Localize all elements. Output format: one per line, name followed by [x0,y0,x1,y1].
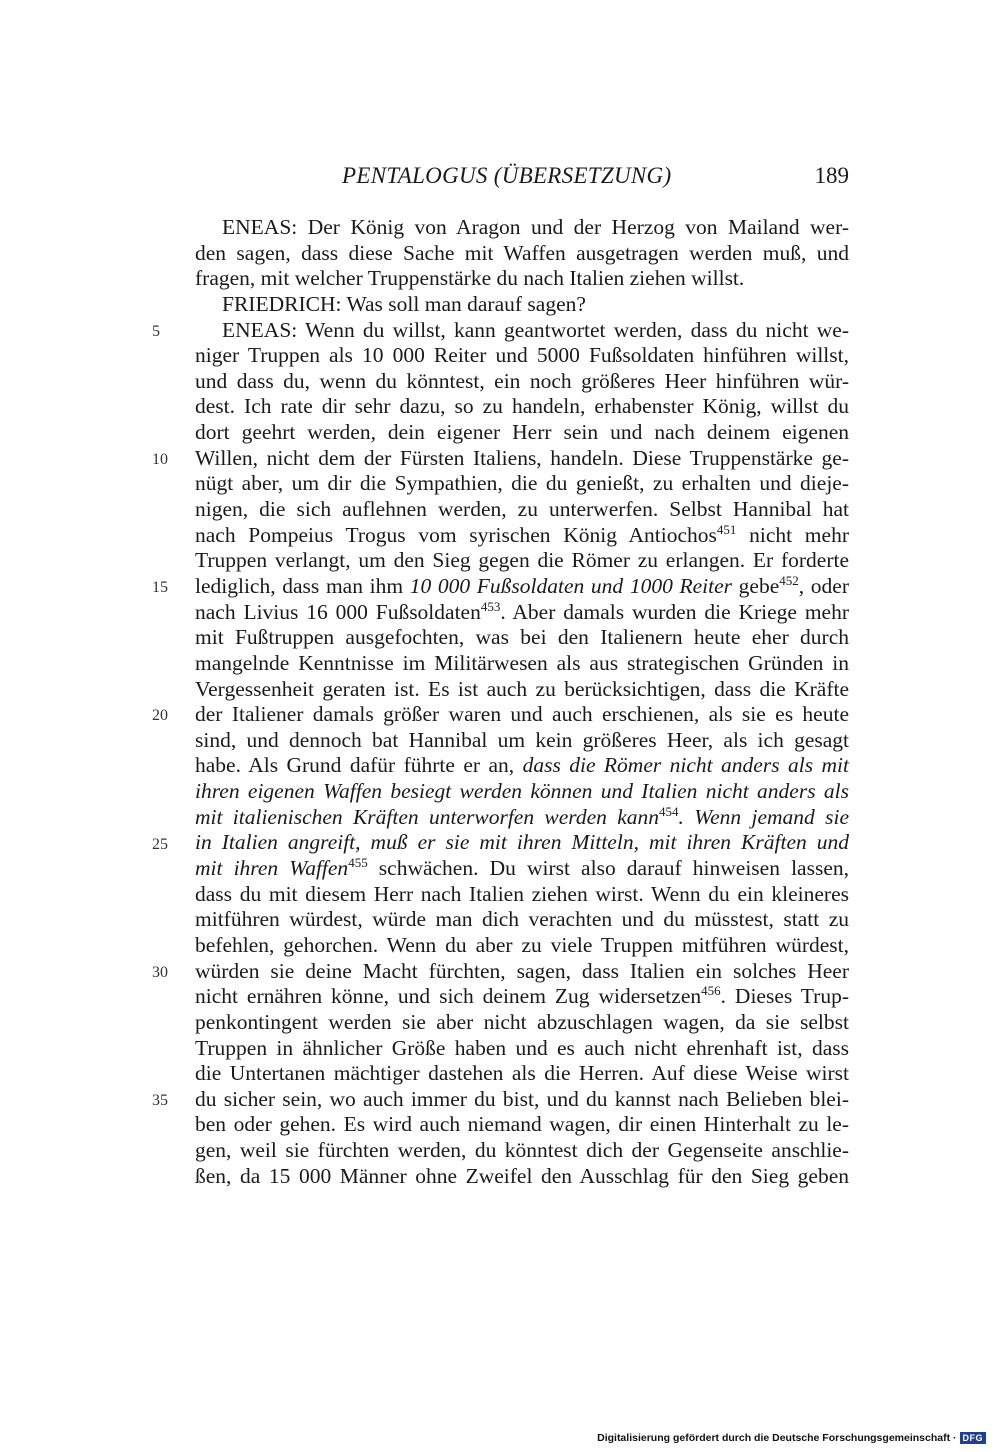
text-line [195,1112,849,1138]
footer-credit [597,1432,986,1444]
text-segment: nach Pompeius Trogus vom syrischen König Antiochos [195,522,717,547]
text-segment: der Italiener damals größer waren und auch erschienen, als sie es heute [195,702,849,727]
text-segment: ENEAS: Der König von Aragon und der Herzog von Mailand wer- [222,215,849,239]
text-line [195,984,849,1010]
quoted-text: in Italien angreift, muß er sie mit ihren Mitteln, mit ihren Kräften und [195,830,849,855]
quoted-text: dass die Römer nicht anders als mit [522,753,849,778]
text-line [195,625,849,651]
footer-credit-text: Digitalisierung gefördert durch die Deutsche Forschungsgemeinschaft · [597,1432,957,1444]
text-line [195,446,849,472]
text-line [195,907,849,933]
text-line [195,882,849,908]
line-number: 15 [152,579,168,597]
text-segment: schwächen. Du wirst also darauf hinweisen lassen, [367,856,849,881]
text-segment: ENEAS: Wenn du willst, kann geantwortet werden, dass du nicht we- [222,317,849,342]
text-segment: FRIEDRICH: Was soll man darauf sagen? [222,291,586,316]
text-segment: fragen, mit welcher Truppenstärke du nach Italien ziehen willst. [195,266,745,291]
text-line [195,523,849,549]
text-line [195,651,849,677]
text-line [195,394,849,420]
text-line [195,728,849,754]
line-number: 20 [152,707,168,725]
text-line [195,548,849,574]
text-segment: den sagen, dass diese Sache mit Waffen ausgetragen werden muß, und [195,240,849,265]
text-segment: Vergessenheit geraten ist. Es ist auch zu berücksichtigen, dass die Kräfte [195,676,849,701]
text-segment: mangelnde Kenntnisse im Militärwesen als aus strategischen Gründen in [195,650,849,675]
text-segment: niger Truppen als 10 000 Reiter und 5000 Fußsoldaten hinführen willst, [195,343,849,368]
text-line [195,1061,849,1087]
text-line [195,856,849,882]
text-line [195,779,849,805]
quoted-text: ihren eigenen Waffen besiegt werden können und Italien nicht anders als [195,779,849,804]
line-number: 30 [152,963,168,981]
text-line [195,753,849,779]
body-text [195,215,849,1189]
text-segment: dort geehrt werden, dein eigener Herr sein und nach deinem eigenen [195,420,849,445]
quoted-text: 10 000 Fußsoldaten und 1000 Reiter [409,573,733,598]
text-segment: lediglich, dass man ihm [195,573,410,598]
quoted-text: mit ihren Waffen [195,856,349,881]
text-line [195,1138,849,1164]
text-line [195,266,849,292]
text-segment: nach Livius 16 000 Fußsoldaten [195,599,481,624]
text-segment: würden sie deine Macht fürchten, sagen, dass Italien ein solches Heer [195,958,849,983]
text-line [195,343,849,369]
text-segment: gebe [732,573,780,598]
line-number: 5 [152,322,160,340]
dfg-logo: DFG [960,1432,987,1444]
text-line [195,702,849,728]
text-line [195,292,849,318]
text-line [195,677,849,703]
text-line [195,574,849,600]
text-segment: du sicher sein, wo auch immer du bist, und du kannst nach Belieben blei- [195,1086,849,1111]
text-segment: nügt aber, um dir die Sympathien, die du genießt, zu erhalten und dieje- [195,471,849,496]
text-segment: nicht ernähren könne, und sich deinem Zug widersetzen [195,984,702,1009]
text-segment: nicht mehr [736,522,849,547]
text-segment: die Untertanen mächtiger dastehen als die Herren. Auf diese Weise wirst [195,1061,849,1086]
text-segment: Willen, nicht dem der Fürsten Italiens, handeln. Diese Truppenstärke ge- [195,445,849,470]
text-segment: mitführen würdest, würde man dich verachten und du müsstest, statt zu [195,907,849,932]
line-number: 10 [152,450,168,468]
text-line [195,600,849,626]
text-line [195,1164,849,1190]
text-line [195,420,849,446]
text-line [195,933,849,959]
text-segment: . Aber damals wurden die Kriege mehr [500,599,850,624]
text-line [195,215,849,241]
page-number: 189 [814,163,849,188]
footnote-ref: 452 [779,572,799,588]
text-line [195,805,849,831]
text-segment: befehlen, gehorchen. Wenn du aber zu viele Truppen mitführen würdest, [195,932,849,957]
text-segment: nigen, die sich auflehnen werden, zu unterwerfen. Selbst Hannibal hat [195,497,849,522]
text-line [195,497,849,523]
text-segment: mit Fußtruppen ausgefochten, was bei den Italienern heute eher durch [195,625,849,650]
text-segment: dass du mit diesem Herr nach Italien ziehen wirst. Wenn du ein kleineres [195,881,849,906]
text-segment: ßen, da 15 000 Männer ohne Zweifel den Ausschlag für den Sieg geben [195,1163,849,1188]
text-line [195,1010,849,1036]
line-number: 35 [152,1092,168,1110]
text-line [195,318,849,344]
text-line [195,241,849,267]
text-line [195,1036,849,1062]
text-line [195,1087,849,1113]
text-segment: habe. Als Grund dafür führte er an, [195,753,523,778]
text-segment: und dass du, wenn du könntest, ein noch größeres Heer hinführen wür- [195,368,849,393]
text-segment: sind, und dennoch bat Hannibal um kein größeres Heer, als ich gesagt [195,727,849,752]
text-segment: Truppen verlangt, um den Sieg gegen die Römer zu erlangen. Er forderte [195,548,849,573]
running-header-title: PENTALOGUS (ÜBERSETZUNG) [342,163,672,188]
text-segment: dest. Ich rate dir sehr dazu, so zu handeln, erhabenster König, willst du [195,394,849,419]
text-line [195,471,849,497]
text-segment: gen, weil sie fürchten werden, du könntest dich der Gegenseite anschlie- [195,1138,849,1163]
text-line [195,830,849,856]
text-line [195,959,849,985]
footnote-ref: 451 [716,521,737,537]
line-number: 25 [152,835,168,853]
footnote-ref: 455 [348,855,368,871]
footnote-ref: 454 [659,803,679,819]
quoted-text: mit italienischen Kräften unterworfen werden kann [195,804,660,829]
text-segment: Truppen in ähnlicher Größe haben und es auch nicht ehrenhaft ist, dass [195,1035,849,1060]
text-segment: . Dieses Trup- [720,984,849,1009]
footnote-ref: 456 [701,983,721,999]
text-segment: ben oder gehen. Es wird auch niemand wagen, dir einen Hinterhalt zu le- [195,1112,849,1137]
text-segment: , oder [798,573,849,598]
text-segment: penkontingent werden sie aber nicht abzuschlagen wagen, da sie selbst [195,1009,849,1034]
quoted-text: . Wenn jemand sie [678,804,849,829]
text-line [195,369,849,395]
footnote-ref: 453 [480,598,501,614]
